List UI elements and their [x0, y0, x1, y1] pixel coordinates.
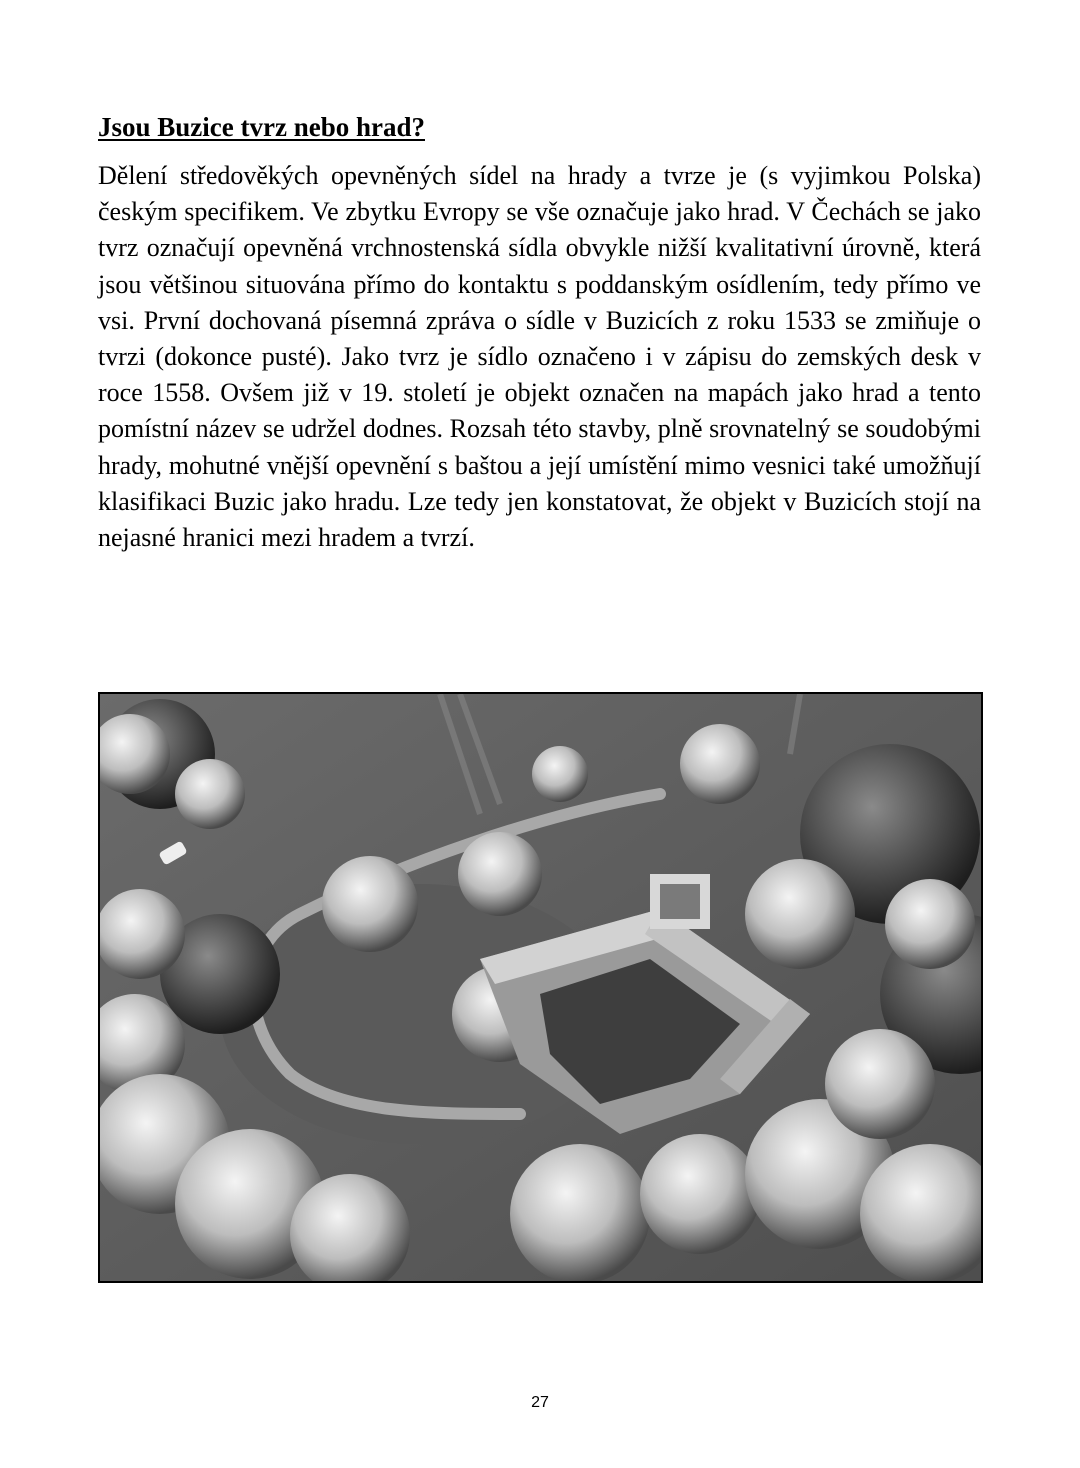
section-heading: Jsou Buzice tvrz nebo hrad? [98, 112, 425, 142]
aerial-photo-castle [98, 692, 983, 1283]
body-paragraph: Dělení středověkých opevněných sídel na hrady a tvrze je (s vyjimkou Polska) českým specifikem. Ve zbytku Evropy se vše označuje jako hrad. V Čechách se jako tvrz označují opevněná vrchnostenská sídla obvykle nižší kvalitativní úrovně, která jsou většinou situována přímo do kontaktu s poddanským osídlením, tedy přímo ve vsi. První dochovaná písemná zpráva o sídle v Buzicích z roku 1533 se zmiňuje o tvrzi (dokonce pusté). Jako tvrz je sídlo označeno i v zápisu do zemských desk v roce 1558. Ovšem již v 19. století je objekt označen na mapách jako hrad a tento pomístní název se udržel dodnes. Rozsah této stavby, plně srovnatelný se soudobými hrady, mohutné vnější opevnění s baštou a její umístění mimo vesnici také umožňují klasifikaci Buzic jako hradu. Lze tedy jen konstatovat, že objekt v Buzicích stojí na nejasné hranici mezi hradem a tvrzí. [98, 161, 981, 553]
page-number: 27 [531, 1394, 549, 1411]
aerial-photo-illustration [100, 694, 981, 1281]
